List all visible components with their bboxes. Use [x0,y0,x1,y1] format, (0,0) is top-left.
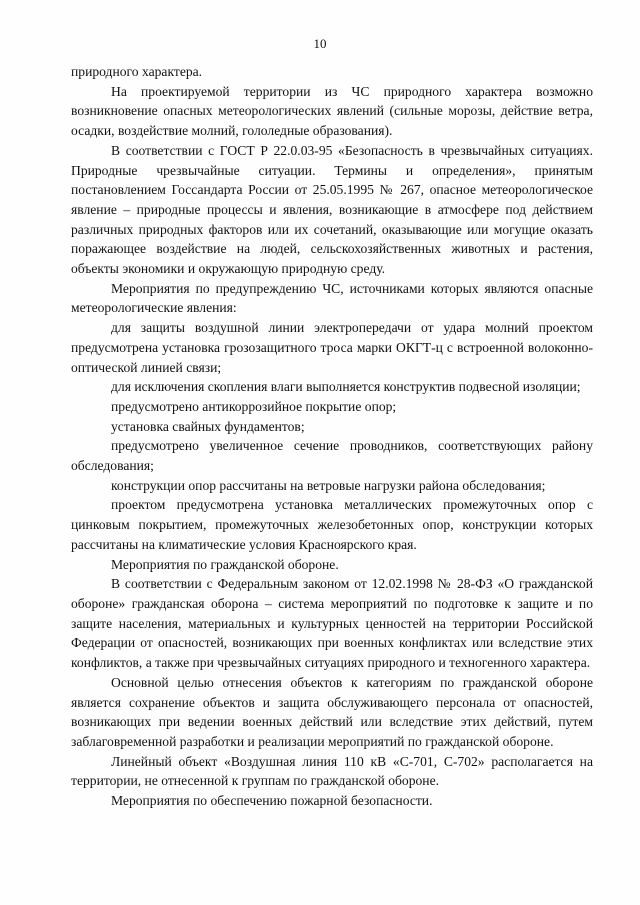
paragraph-hazards-intro: На проектируемой территории из ЧС природного характера возможно возникновение опасных метеорологических явлений (сильные морозы, действие ветра, осадки, воздействие молний, гололедные образования). [71,83,593,139]
list-item-lightning-protection: для защиты воздушной линии электропередачи от удара молний проектом предусмотрена установка грозозащитного троса марки ОКГТ-ц с встроенной волоконно-оптической линией связи; [71,320,593,375]
document-body [71,62,593,811]
paragraph-gost-definition: В соответствии с ГОСТ Р 22.0.03-95 «Безопасность в чрезвычайных ситуациях. Природные чрезвычайные ситуации. Термины и определения», принятым постановлением Госсандарта России от 25.05.1995 № 267, опасное метеорологическое явление – природные процессы и явления, возникающие в атмосфере под действием различных природных факторов или их сочетаний, оказывающие или могущие оказать поражающее воздействие на людей, сельскохозяйственных животных и растения, объекты экономики и окружающую природную среду. [71,142,593,277]
paragraph-civil-defense-law: В соответствии с Федеральным законом от 12.02.1998 № 28-ФЗ «О гражданской обороне» гражданская оборона – система мероприятий по подготовке к защите и по защите населения, материальных и культурных ценностей на территории Российской Федерации от опасностей, возникающих при военных конфликтах или вследствие этих конфликтов, а также при чрезвычайных ситуациях природного и техногенного характера. [71,576,593,671]
list-item-anticorrosion: предусмотрено антикоррозийное покрытие опор; [111,398,397,414]
heading-fire-safety: Мероприятия по обеспечению пожарной безопасности. [111,793,433,809]
paragraph-continuation: природного характера. [71,64,203,79]
list-item-wind-loads: конструкции опор рассчитаны на ветровые нагрузки района обследования; [111,477,546,493]
paragraph-linear-object: Линейный объект «Воздушная линия 110 кВ «С-701, С-702» располагается на территории, не отнесенной к группам по гражданской обороне. [71,753,593,789]
heading-civil-defense: Мероприятия по гражданской обороне. [111,556,339,572]
list-item-pile-foundations: установка свайных фундаментов; [111,418,305,434]
page-number: 10 [313,36,327,51]
list-item-conductor-section: предусмотрено увеличенное сечение проводников, соответствующих району обследования; [71,438,593,474]
list-item-metal-supports: проектом предусмотрена установка металлических промежуточных опор с цинковым покрытием, промежуточных железобетонных опор, конструкции которых рассчитаны на климатические условия Красноярского края. [71,497,593,552]
paragraph-civil-defense-goal: Основной целью отнесения объектов к категориям по гражданской обороне является сохранение объектов и защита обслуживающего персонала от опасностей, возникающих при ведении военных действий или вследствие этих действий, путем заблаговременной разработки и реализации мероприятий по гражданской обороне. [71,674,593,749]
paragraph-measures-heading: Мероприятия по предупреждению ЧС, источниками которых являются опасные метеорологические явления: [71,280,593,316]
list-item-moisture: для исключения скопления влаги выполняется конструктив подвесной изоляции; [111,379,581,395]
